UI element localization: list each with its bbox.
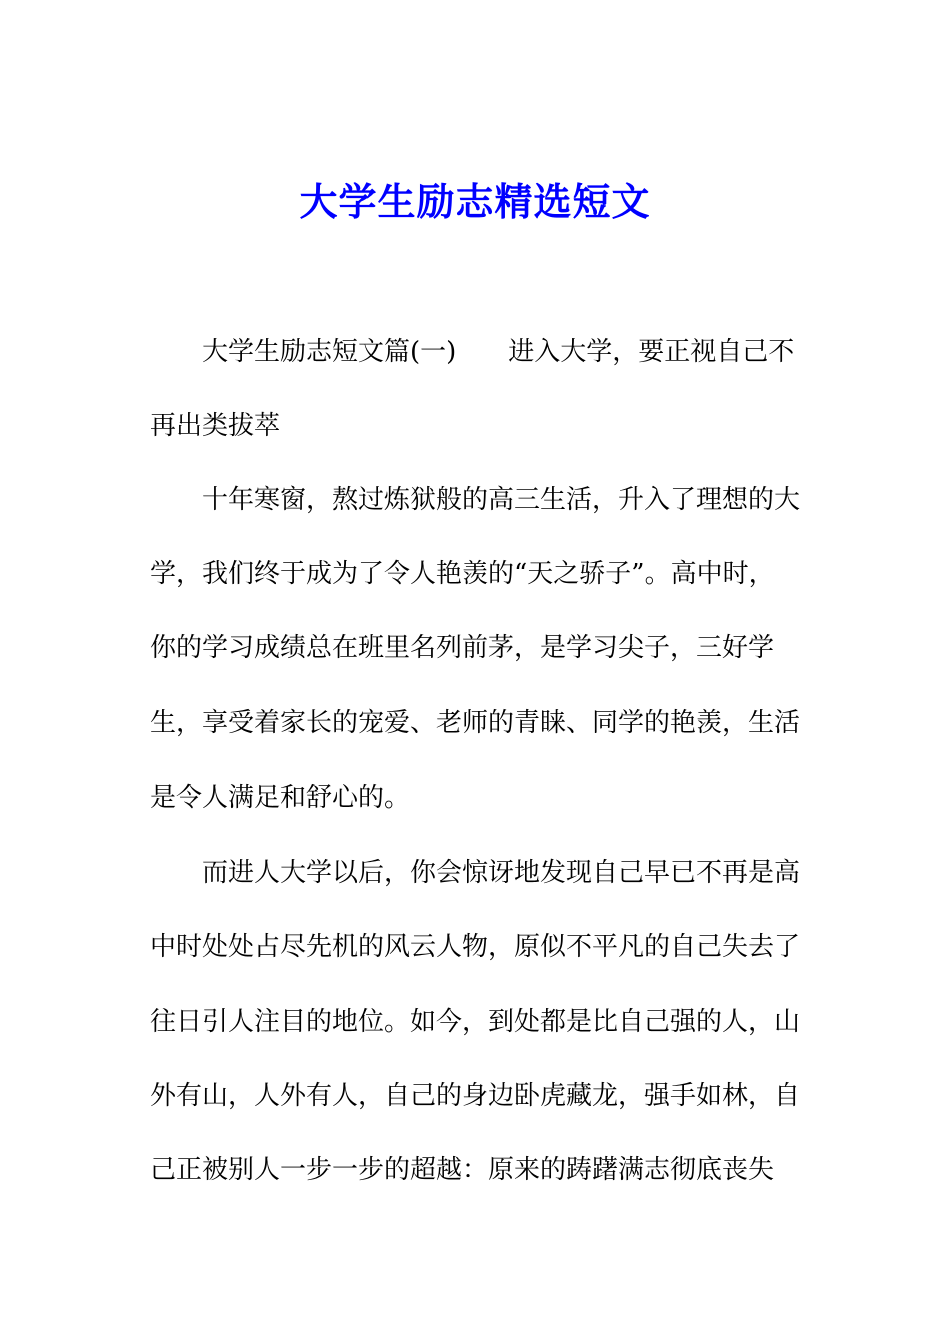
paragraph-line: 学，我们终于成为了令人艳羡的“天之骄子”。高中时， — [150, 559, 775, 589]
paragraph-line: 而进人大学以后，你会惊讶地发现自己早已不再是高 — [150, 858, 801, 888]
paragraph-line: 外有山，人外有人，自己的身边卧虎藏龙，强手如林，自 — [150, 1081, 801, 1111]
paragraph-line: 是令人满足和舒心的。 — [150, 783, 411, 813]
paragraph-line: 往日引人注目的地位。如今，到处都是比自己强的人，山 — [150, 1007, 801, 1037]
paragraph-line: 生，享受着家长的宠爱、老师的青睐、同学的艳羡，生活 — [150, 708, 801, 738]
paragraph-line: 己正被别人一步一步的超越：原来的踌躇满志彻底丧失 — [150, 1155, 775, 1185]
document-title: 大学生励志精选短文 — [299, 179, 651, 224]
paragraph-line: 再出类拔萃 — [150, 411, 281, 441]
paragraph-line: 你的学习成绩总在班里名列前茅，是学习尖子，三好学 — [150, 633, 775, 663]
paragraph-line: 十年寒窗，熬过炼狱般的高三生活，升入了理想的大 — [150, 485, 801, 515]
paragraph-line: 中时处处占尽先机的风云人物，原似不平凡的自己失去了 — [150, 932, 801, 962]
paragraph-line: 大学生励志短文篇(一) 进入大学，要正视自己不 — [150, 337, 795, 367]
